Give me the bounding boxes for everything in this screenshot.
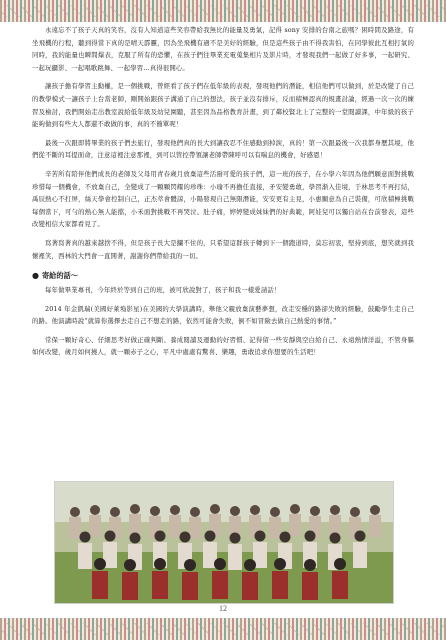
paragraph-2: 讓孩子擔有學習主動權，是一個挑戰，曾經看了孩子們在低年級的表現，發現他們的潛能，相信他們可以做到，於是改變了自己的教學模式一讓孩子上台當老師，剛開始跟孩子溝通了自己的想法，孩子並沒有排斥，反而積極認真的規畫討論，經過一次一次的練習及檢討，我們開始走出教室說給低年級及幼兒園聽，甚至因為品格教育計畫，到了鄰校賢北上了完整的一堂閱讀課，中年級的孩子能夠做到有些大人都還不敢做的事，真的不簡單呢！ [32, 82, 414, 129]
paragraph-6: 每年做畢業專刊，今年終於等到自己的班，被可欣說對了，孩子和我一樣愛請話！ [45, 286, 281, 295]
bottom-decorative-border [0, 618, 446, 640]
section-title: 寄給的話～ [41, 271, 78, 281]
paragraph-1: 永遠忘不了孩子天真的笑容，沒有人知道這些笑容帶給我無比的能量及勇氣，記得 sony 安排的台南之旅嗎？困時間及路途，有坐飛機的行程，聽到得當下真的是晴天霹靂，因為坐飛機有過不是美好的經驗，但是這些孩子由不得我害怕，在同學彼此互相打氣的同時，我的能量也瞬間爆表，克服了所有的恐懼，在孩子們往畢業充電蒐集相片及影片時，才發現我們一起做了好多事，一起研究、一起玩攝影、一起唱歌跳舞、一起學習…真得很開心。 [32, 26, 414, 72]
group-photo-illustration [55, 482, 393, 603]
top-decorative-border [0, 0, 446, 22]
article-body [32, 24, 414, 365]
paragraph-8: 常保一顆好奇心、仔細思考好做正確判斷、養成閱讀及運動的好習慣、記得留一些安靜與空白給自己、永遠熱情洋溢，不管身軀如何改變，歲月如何撓人，就一顆赤子之心，平凡中處處有驚喜、樂趣，勇敢追求你想要的生活吧！ [32, 335, 414, 357]
bullet-icon: ● [32, 271, 39, 281]
people-front-bodies [92, 571, 348, 600]
paragraph-5: 寫著寫著真的越來越捨不得，但是孩子長大是攔不住的，只希望這群孩子轉到下一個跑道時，莫忘初衷，堅持到底，想笑就到我懷裡笑，西林的大門會一直開著，謝謝你們帶給我的一切。 [32, 238, 414, 260]
paragraph-3: 最後一次跟即將畢業的孩子們去旅行，發現他們真的長大到讓我忍不住感動到掉淚，真的！第一次跟最後一次我都身歷其境，他們從不斷的耳提面命，注意這裡注意那裡，到可以管控帶領讓老師帶陳呼可以有喘息的機會，好感恩！ [32, 138, 414, 160]
paragraph-7: 2014 年金凱瑞(美國好萊塢影星)在美國的大學演講時，舉他父親放棄演藝夢想，改走安穩的路卻失敗的經驗，鼓勵學生走自己的路。他演講時說“就算你選擇去走自己不想走的路，依然可能會失敗，倒不如冒險去做自己熱愛的事情。” [32, 304, 414, 326]
paragraph-4: 辛苦所有陪伴他們成長的老師及父母用青春歲月放棄這些活潑可愛的孩子們，這一班的孩子，在小學六年因為他們願意面對挑戰珍惜每一個機會，不放棄自己，全變成了一顆顆閃耀的珍珠：小瑜不再擔任直接，矛安變勇敢，學習渐入佳境，于林思考不再打結，禹辰熱心不打屏，絲天學會控制自己，正杰萃會體諒，小陽發現自己無限潛能，安安更有主見，小惠願意為自己裝備，可欣積極挑戰每個當下，可勻的熱心無人能擋，小禾面對挑戰不再哭泣、肚子痛，婷婷變成妹妹們的好典範，阿娃兒可以獨自站在台前發表，這些改變相信大家都看見了。 [32, 169, 414, 229]
people-front-row [94, 558, 346, 571]
section-heading [32, 270, 414, 282]
page-number: 12 [219, 604, 227, 613]
class-group-photo [54, 481, 394, 604]
